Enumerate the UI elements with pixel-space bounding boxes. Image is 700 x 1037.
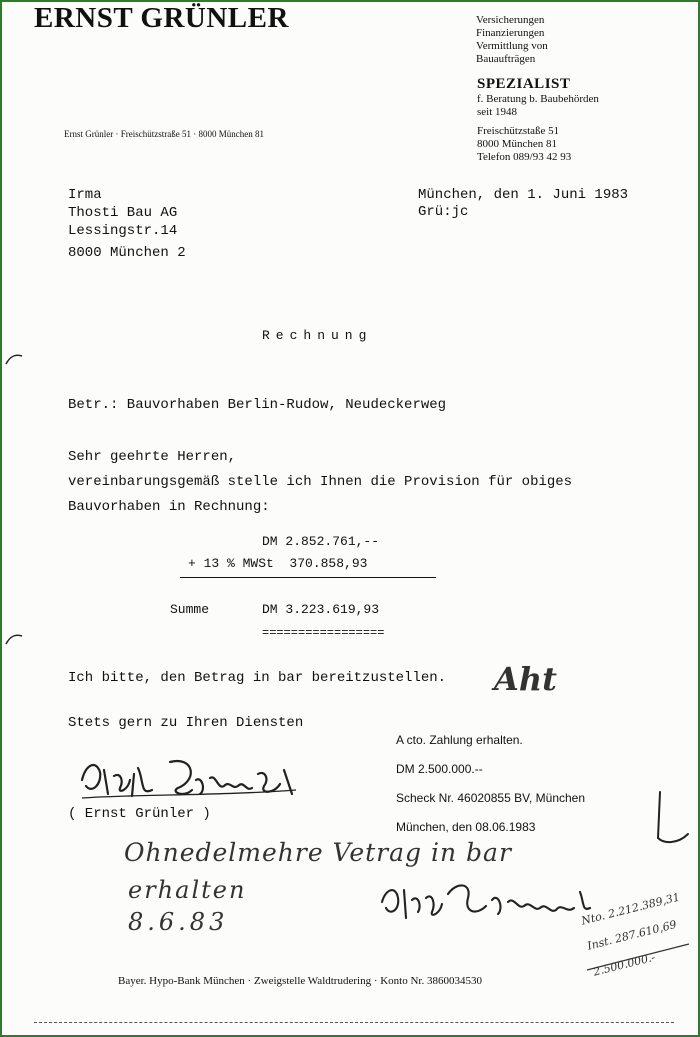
sender-return-address: Ernst Grünler · Freischützstraße 51 · 8000 München 81 <box>64 129 264 139</box>
vat-amount: + 13 % MWSt 370.858,93 <box>188 556 368 571</box>
service-item: Finanzierungen <box>476 27 545 39</box>
handwritten-signature <box>74 750 304 808</box>
handwritten-signature-second <box>376 872 600 926</box>
specialist-line: f. Beratung b. Baubehörden <box>477 93 599 105</box>
body-line: vereinbarungsgemäß stelle ich Ihnen die Provision für obiges <box>68 474 573 490</box>
payment-received: A cto. Zahlung erhalten. <box>396 733 523 747</box>
services-list <box>476 14 548 66</box>
double-underline: ================= <box>262 626 385 640</box>
salutation: Sehr geehrte Herren, <box>68 449 237 465</box>
specialist-description <box>477 93 599 118</box>
body-line: Bauvorhaben in Rechnung: <box>68 499 270 515</box>
address-line: Freischützstaße 51 <box>477 125 560 137</box>
signatory-name: ( Ernst Grünler ) <box>68 806 211 822</box>
service-item: Versicherungen <box>476 14 545 26</box>
company-address <box>477 125 571 164</box>
payment-date: München, den 08.06.1983 <box>396 820 536 834</box>
letter-body <box>68 445 572 520</box>
sum-label: Summe <box>170 602 210 617</box>
margin-fold-mark <box>4 632 24 646</box>
address-line: Telefon 089/93 42 93 <box>477 151 572 163</box>
handwritten-side-calc: 2.500.000.- <box>592 950 657 979</box>
handwritten-initial: Aht <box>494 660 557 698</box>
service-item: Bauaufträgen <box>476 53 536 65</box>
bank-details: Bayer. Hypo-Bank München · Zweigstelle Waldtrudering · Konto Nr. 3860034530 <box>118 975 482 987</box>
recipient-address <box>68 186 186 262</box>
specialist-title: SPEZIALIST <box>477 76 571 92</box>
recipient-line: Irma <box>68 187 102 203</box>
service-item: Vermittlung von <box>476 40 548 52</box>
sum-value: DM 3.223.619,93 <box>262 602 380 617</box>
check-number: Scheck Nr. 46020855 BV, München <box>396 791 586 805</box>
margin-checkmark <box>650 788 694 850</box>
letter-date: München, den 1. Juni 1983 <box>418 187 629 203</box>
address-line: 8000 München 81 <box>477 138 558 150</box>
closing-phrase: Stets gern zu Ihren Diensten <box>68 715 304 731</box>
document-title: Rechnung <box>262 328 373 343</box>
handwritten-receipt-line: erhalten <box>128 876 247 904</box>
subject-line: Betr.: Bauvorhaben Berlin-Rudow, Neudeckerweg <box>68 397 447 413</box>
margin-fold-mark <box>4 352 24 366</box>
recipient-line: Lessingstr.14 <box>68 223 178 239</box>
payment-receipt-note <box>396 731 585 847</box>
recipient-line: 8000 München 2 <box>68 245 186 261</box>
net-amount: DM 2.852.761,-- <box>262 534 380 549</box>
payment-amount: DM 2.500.000.-- <box>396 762 483 776</box>
handwritten-side-calc: Nto. 2.212.389,31 <box>580 890 682 928</box>
specialist-line: seit 1948 <box>477 105 518 118</box>
payment-request: Ich bitte, den Betrag in bar bereitzustellen. <box>68 670 447 686</box>
footer-rule <box>34 1022 674 1023</box>
reference-code: Grü:jc <box>418 204 469 220</box>
dateline <box>418 187 628 221</box>
handwritten-receipt-line: 8.6.83 <box>128 908 229 936</box>
handwritten-side-calc: Inst. 287.610,69 <box>586 917 678 953</box>
handwritten-receipt-line: Ohnedelmehre Vetrag in bar <box>124 838 512 867</box>
company-name: ERNST GRÜNLER <box>34 2 289 34</box>
sum-underline <box>180 577 436 578</box>
recipient-line: Thosti Bau AG <box>68 205 178 221</box>
